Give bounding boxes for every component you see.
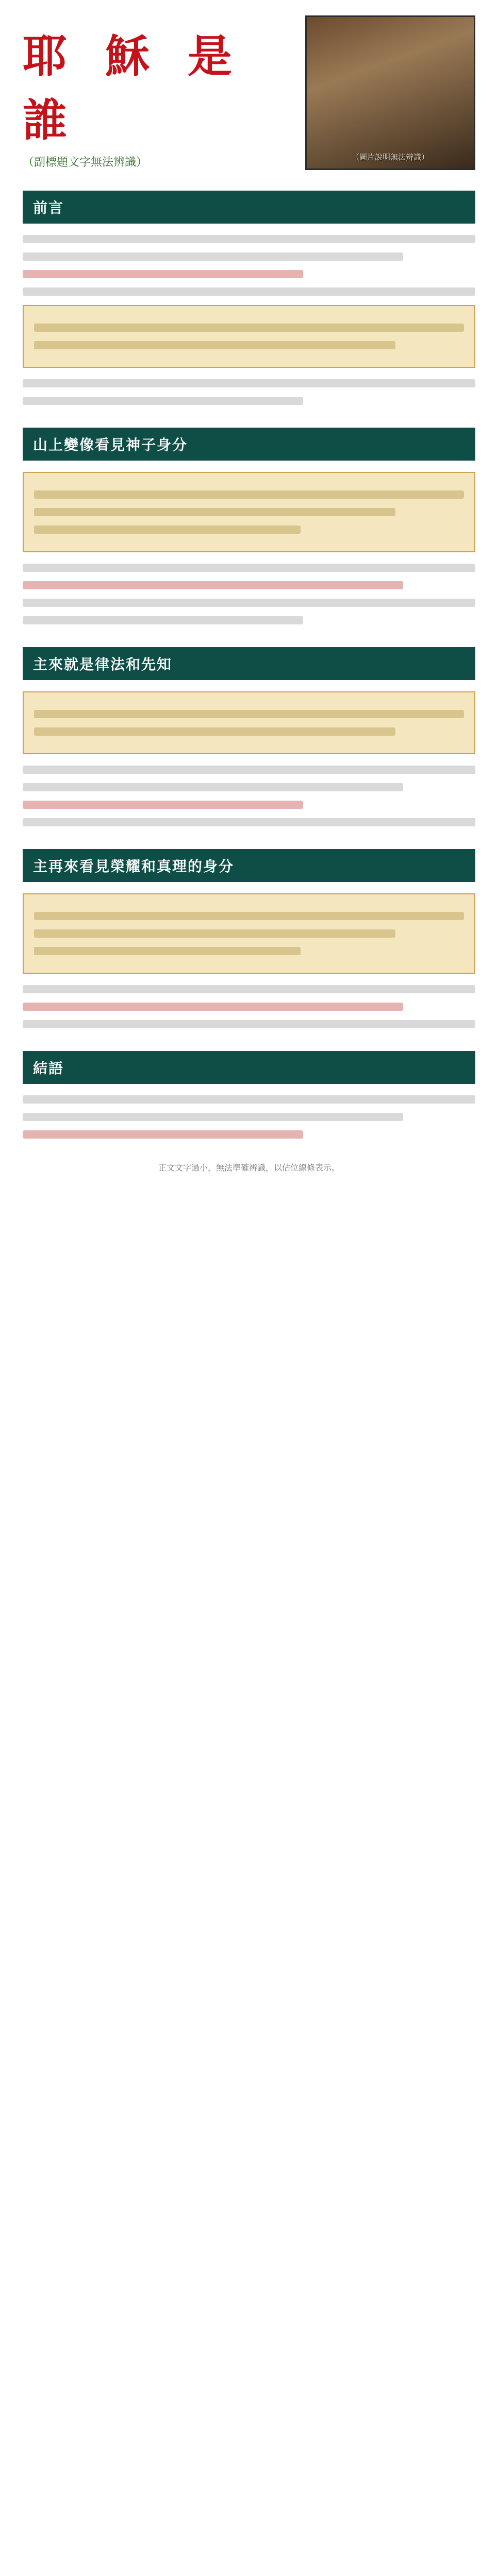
text-line bbox=[23, 235, 475, 243]
text-line bbox=[23, 599, 475, 607]
text-line bbox=[23, 1020, 475, 1028]
text-line bbox=[34, 508, 395, 516]
scripture-inset bbox=[23, 305, 475, 368]
text-line bbox=[34, 912, 464, 920]
text-line bbox=[34, 341, 395, 349]
text-line bbox=[34, 490, 464, 499]
section-intro bbox=[23, 191, 475, 405]
section-header: 山上變像看見神子身分 bbox=[23, 428, 475, 461]
text-line bbox=[23, 783, 403, 791]
section-glory-and-truth bbox=[23, 849, 475, 1028]
page-subtitle: （副標題文字無法辨識） bbox=[23, 156, 148, 169]
text-line bbox=[23, 766, 475, 774]
photo-caption: （圖片說明無法辨識） bbox=[351, 152, 429, 162]
text-line bbox=[23, 252, 403, 261]
text-line bbox=[23, 616, 303, 624]
text-line bbox=[23, 1095, 475, 1104]
text-line bbox=[23, 564, 475, 572]
text-line bbox=[23, 1113, 403, 1121]
text-line bbox=[34, 929, 395, 938]
section-law-and-prophets bbox=[23, 647, 475, 826]
text-line bbox=[23, 379, 475, 387]
section-header: 前言 bbox=[23, 191, 475, 224]
hero bbox=[23, 15, 475, 185]
hero-photo bbox=[305, 15, 475, 170]
section-conclusion bbox=[23, 1051, 475, 1139]
text-line bbox=[23, 985, 475, 993]
text-line bbox=[34, 947, 301, 955]
highlight-line bbox=[23, 1130, 303, 1139]
scripture-inset bbox=[23, 893, 475, 974]
highlight-line bbox=[23, 581, 403, 589]
text-line bbox=[34, 526, 301, 534]
text-line bbox=[34, 324, 464, 332]
section-header: 結語 bbox=[23, 1051, 475, 1084]
section-header: 主再來看見榮耀和真理的身分 bbox=[23, 849, 475, 882]
section-header: 主來就是律法和先知 bbox=[23, 647, 475, 680]
highlight-line bbox=[23, 1003, 403, 1011]
page-title: 耶 穌 是 誰 bbox=[23, 31, 243, 146]
text-line bbox=[34, 727, 395, 736]
text-line bbox=[23, 287, 475, 296]
scripture-inset bbox=[23, 691, 475, 754]
highlight-line bbox=[23, 270, 303, 278]
scripture-inset bbox=[23, 472, 475, 552]
text-line bbox=[23, 397, 303, 405]
text-line bbox=[34, 710, 464, 718]
text-line bbox=[23, 818, 475, 826]
section-transfiguration bbox=[23, 428, 475, 624]
legibility-note: 正文文字過小，無法準確辨識，以佔位線條表示。 bbox=[158, 1163, 340, 1173]
highlight-line bbox=[23, 801, 303, 809]
